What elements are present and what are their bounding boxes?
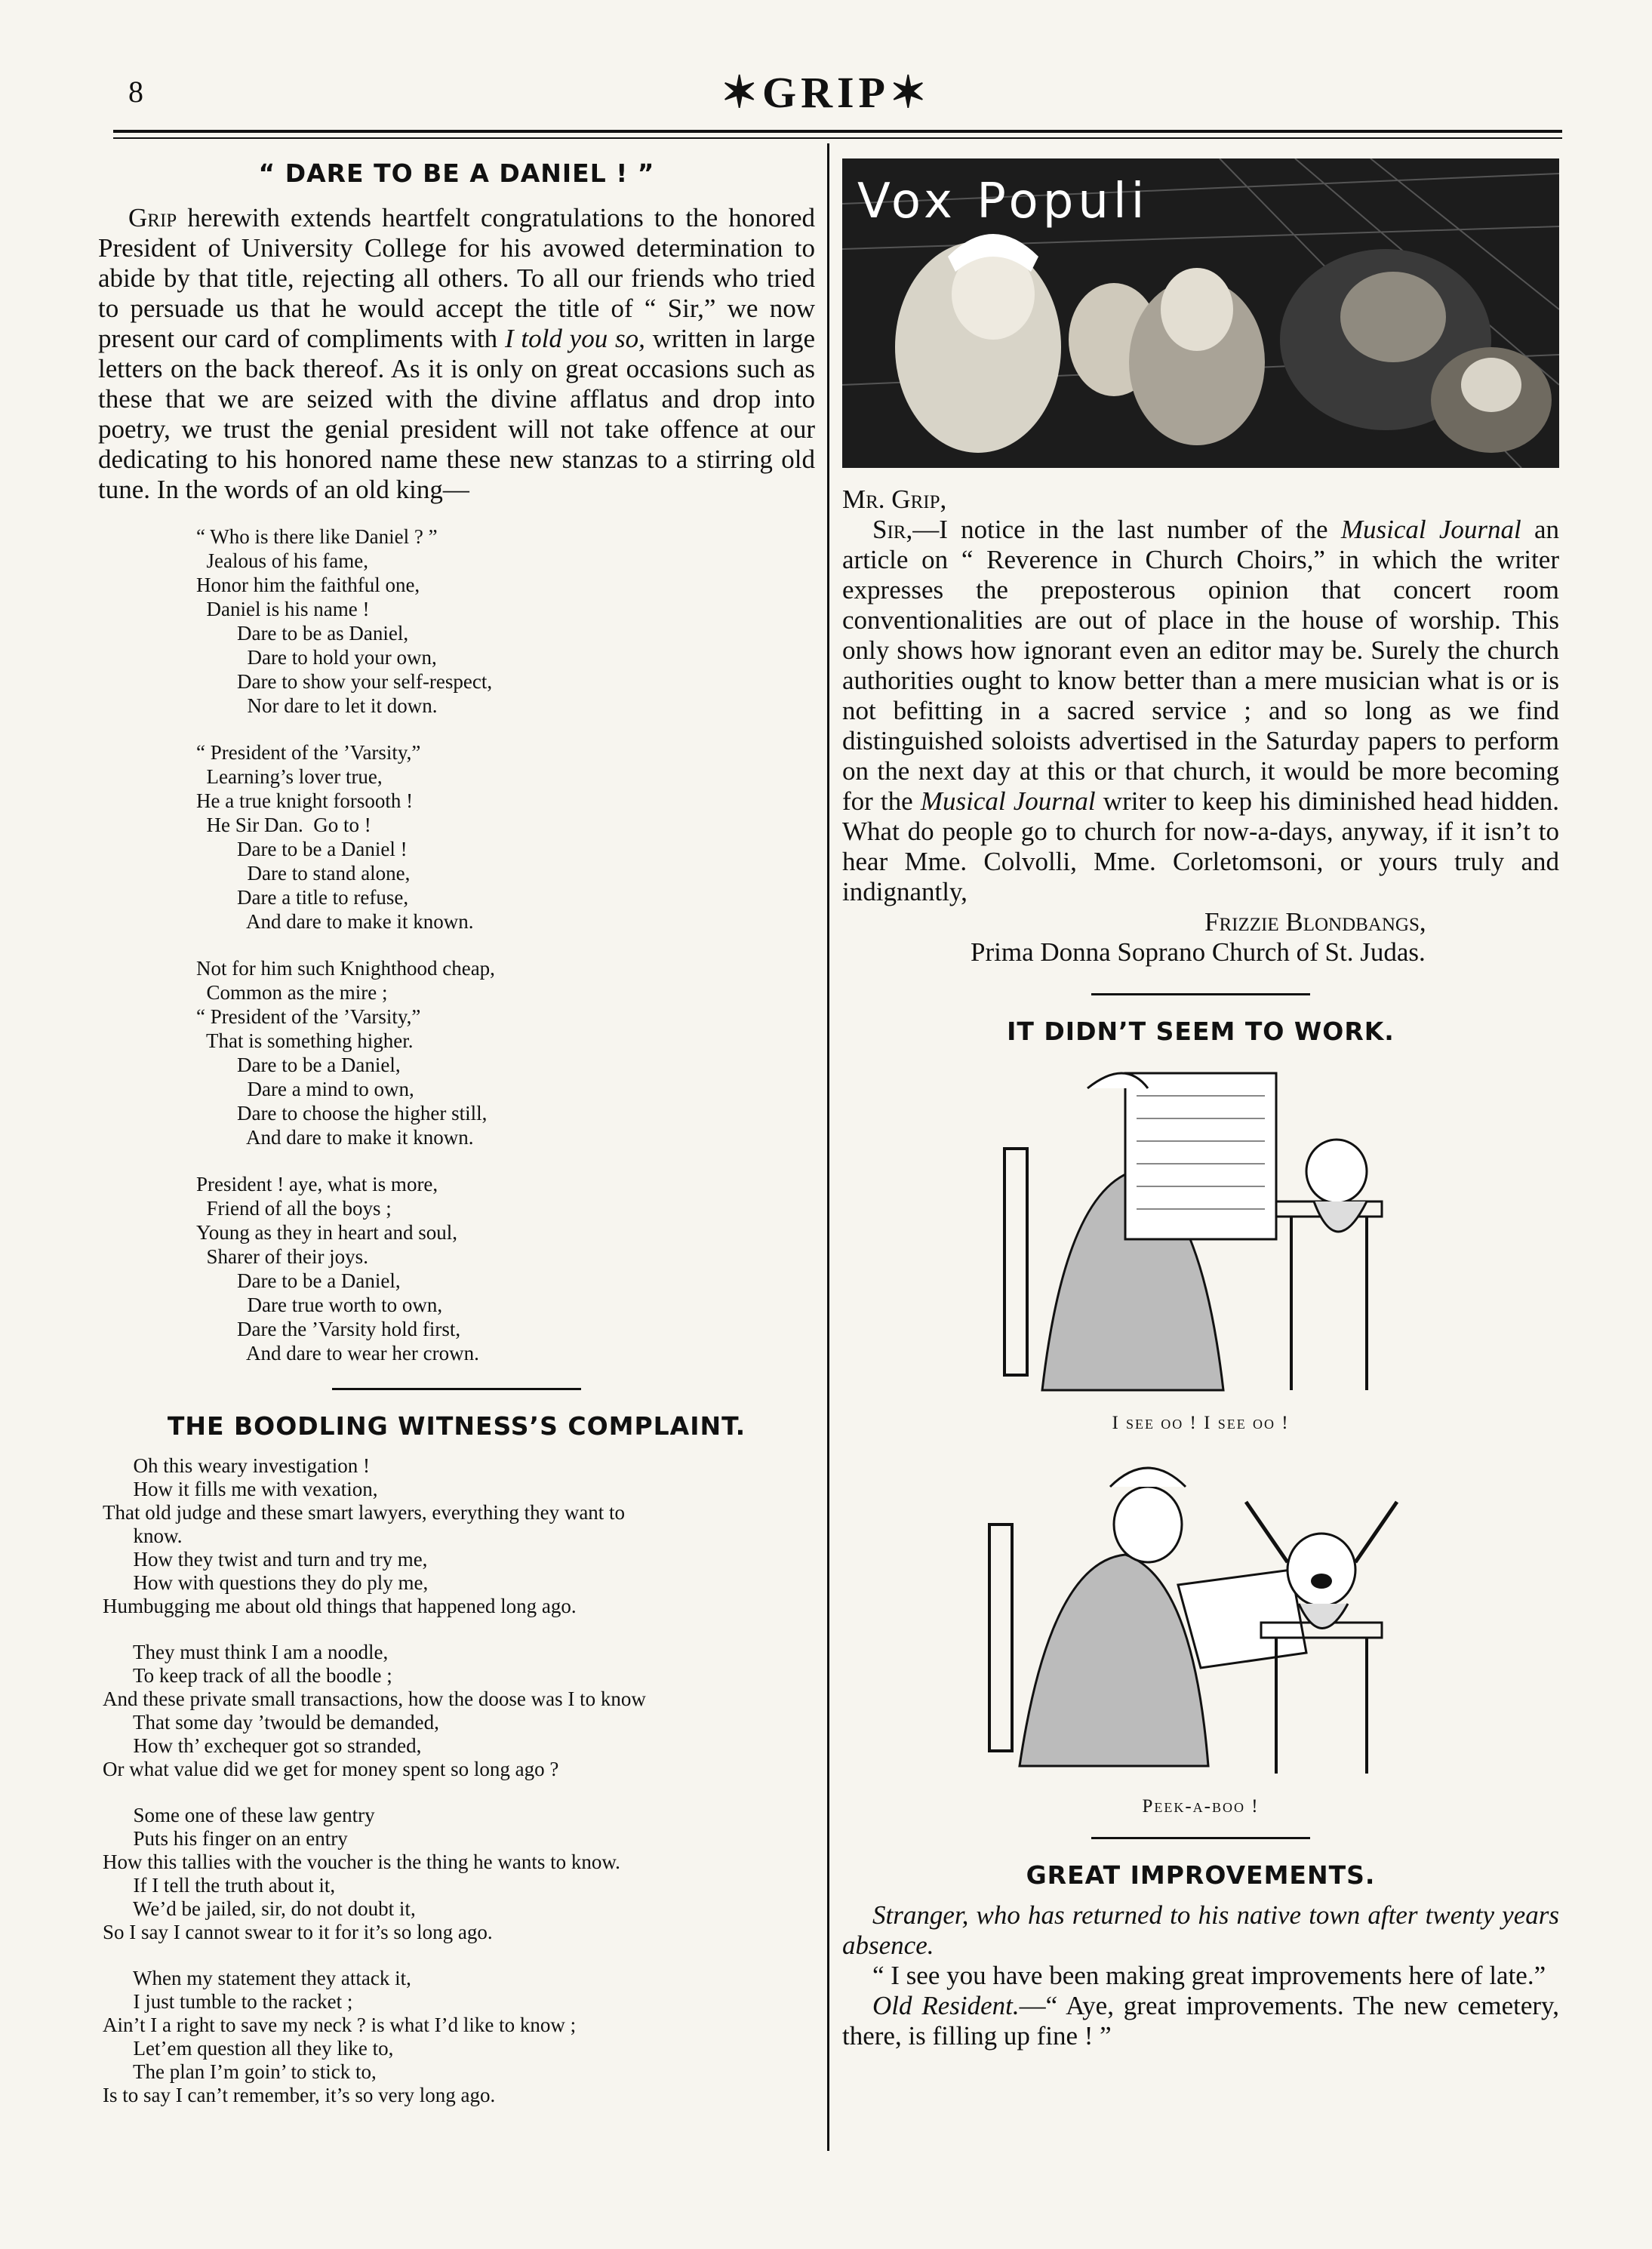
left-column xyxy=(98,158,815,2130)
improvements-line-2: Old Resident.—“ Aye, great improvements. The new cemetery, there, is filling up fine ! ” xyxy=(842,1991,1559,2051)
poem-line: Dare a title to refuse, xyxy=(196,886,409,909)
header-rule-bottom xyxy=(113,137,1562,139)
peekaboo-cartoon-reading xyxy=(974,1058,1427,1405)
poem-line: He a true knight forsooth ! xyxy=(196,789,414,812)
letter-signer: Frizzie Blondbangs, xyxy=(1204,907,1426,937)
poem-line: That some day ’twould be demanded, xyxy=(103,1711,439,1734)
poem-line: Nor dare to let it down. xyxy=(196,694,438,717)
poem-line: How th’ exchequer got so stranded, xyxy=(103,1734,422,1757)
poem-line: Dare to be a Daniel, xyxy=(196,1269,401,1292)
column-divider xyxy=(827,143,829,2151)
poem-line: “ President of the ’Varsity,” xyxy=(196,741,421,764)
poem-line: Dare to choose the higher still, xyxy=(196,1102,488,1124)
poem-stanza xyxy=(103,1804,815,1944)
poem-line: And these private small transactions, how the doose was I to know xyxy=(103,1688,646,1710)
letter-salutation: Mr. Grip, xyxy=(842,485,947,514)
poem-line: Dare the ’Varsity hold first, xyxy=(196,1318,461,1340)
poem-line: Dare to be as Daniel, xyxy=(196,622,409,645)
poem-line: Oh this weary investigation ! xyxy=(103,1454,370,1477)
page-number: 8 xyxy=(128,75,143,109)
poem-line: Ain’t I a right to save my neck ? is what I’d like to know ; xyxy=(103,2014,577,2036)
section-divider xyxy=(332,1388,581,1390)
poem-line: Dare to hold your own, xyxy=(196,646,437,669)
poem-stanza xyxy=(103,1641,815,1781)
poem-line: Dare a mind to own, xyxy=(196,1078,414,1100)
cartoon-caption-2: Peek-a-boo ! xyxy=(1142,1796,1260,1817)
poem-line: “ Who is there like Daniel ? ” xyxy=(196,525,438,548)
section-divider xyxy=(1091,993,1310,995)
letter-signer-title: Prima Donna Soprano Church of St. Judas. xyxy=(971,937,1426,967)
boodling-heading: THE BOODLING WITNESS’S COMPLAINT. xyxy=(167,1411,746,1441)
poem-line: President ! aye, what is more, xyxy=(196,1173,438,1195)
poem-line: Some one of these law gentry xyxy=(103,1804,375,1826)
poem-line: How it fills me with vexation, xyxy=(103,1478,378,1500)
poem-line: Sharer of their joys. xyxy=(196,1245,368,1268)
poem-line: If I tell the truth about it, xyxy=(103,1874,336,1897)
letter-body: Sir,—I notice in the last number of the Musical Journal an article on “ Reverence in Church Choirs,” in which the writer expresses the preposterous opinion that concert room conventionalities are out of place in the house of worship. This only shows how ignorant even an editor may be. Surely the church authorities ought to know better than a mere musician what is or is not befitting in a sacred service ; and so long as we find distinguished soloists advertised in the Saturday papers to perform on the next day at this or that church, it would be more becoming for the Musical Journal writer to keep his diminished head hidden. What do people go to church for now-a-days, anyway, if it isn’t to hear Mme. Colvolli, Mme. Corletomsoni, or yours truly and indignantly, xyxy=(842,515,1559,906)
daniel-heading: “ DARE TO BE A DANIEL ! ” xyxy=(258,158,655,188)
poem-stanza xyxy=(196,740,815,934)
right-column xyxy=(842,158,1559,2051)
poem-line: Puts his finger on an entry xyxy=(103,1827,348,1850)
poem-line: We’d be jailed, sir, do not doubt it, xyxy=(103,1897,416,1920)
poem-line: Dare to stand alone, xyxy=(196,862,411,885)
poem-line: They must think I am a noodle, xyxy=(103,1641,389,1663)
improvements-line-1: “ I see you have been making great improvements here of late.” xyxy=(872,1961,1546,1990)
poem-stanza xyxy=(196,956,815,1149)
poem-line: The plan I’m goin’ to stick to, xyxy=(103,2060,377,2083)
poem-line: And dare to make it known. xyxy=(196,1126,474,1149)
poem-line: Dare to be a Daniel ! xyxy=(196,838,408,860)
header-rule-top xyxy=(113,130,1562,133)
poem-line: He Sir Dan. Go to ! xyxy=(196,814,371,836)
poem-line: How they twist and turn and try me, xyxy=(103,1548,428,1571)
poem-line: And dare to wear her crown. xyxy=(196,1342,479,1364)
poem-line: So I say I cannot swear to it for it’s so long ago. xyxy=(103,1921,493,1943)
boodling-poem xyxy=(103,1454,815,2107)
poem-line: Dare to show your self-respect, xyxy=(196,670,493,693)
poem-line: Humbugging me about old things that happened long ago. xyxy=(103,1595,577,1617)
poem-line: When my statement they attack it, xyxy=(103,1967,411,1989)
daniel-intro: Grip herewith extends heartfelt congratulations to the honored President of University College for his avowed determination to abide by that title, rejecting all others. To all our friends who tried to persuade us that he would accept the title of “ Sir,” we now present our card of compliments with I told you so, written in large letters on the back thereof. As it is only on great occasions such as these that we are seized with the divine afflatus and drop into poetry, we trust the genial president will not take offence at our dedicating to his honored name these new stanzas to a stirring old tune. In the words of an old king— xyxy=(98,203,815,504)
section-divider xyxy=(1091,1837,1310,1839)
poem-line: Or what value did we get for money spent so long ago ? xyxy=(103,1758,559,1780)
poem-line: And dare to make it known. xyxy=(196,910,474,933)
poem-line: That old judge and these smart lawyers, everything they want to xyxy=(103,1501,626,1524)
peekaboo-cartoon-crying xyxy=(974,1441,1427,1789)
poem-line: I just tumble to the racket ; xyxy=(103,1990,353,2013)
poem-line: Honor him the faithful one, xyxy=(196,574,420,596)
poem-line: To keep track of all the boodle ; xyxy=(103,1664,392,1687)
poem-line: Learning’s lover true, xyxy=(196,765,383,788)
poem-line: Is to say I can’t remember, it’s so very long ago. xyxy=(103,2084,496,2106)
masthead-title: ✶GRIP✶ xyxy=(721,68,931,117)
vox-populi-title: Vox Populi xyxy=(857,174,1149,229)
poem-line: Young as they in heart and soul, xyxy=(196,1221,457,1244)
poem-line: Dare to be a Daniel, xyxy=(196,1054,401,1076)
poem-stanza xyxy=(103,1967,815,2107)
poem-line: How this tallies with the voucher is the thing he wants to know. xyxy=(103,1851,620,1873)
poem-stanza xyxy=(196,525,815,718)
poem-line: Common as the mire ; xyxy=(196,981,388,1004)
poem-line: Friend of all the boys ; xyxy=(196,1197,392,1220)
poem-line: Jealous of his fame, xyxy=(196,549,368,572)
poem-stanza xyxy=(103,1454,815,1618)
poem-line: That is something higher. xyxy=(196,1029,414,1052)
improvements-stage-direction: Stranger, who has returned to his native town after twenty years absence. xyxy=(842,1900,1559,1960)
poem-line: Not for him such Knighthood cheap, xyxy=(196,957,495,980)
grip-name: Grip xyxy=(128,203,177,232)
poem-line: Daniel is his name ! xyxy=(196,598,370,620)
didnt-work-heading: IT DIDN’T SEEM TO WORK. xyxy=(1007,1017,1395,1046)
poem-line: How with questions they do ply me, xyxy=(103,1571,429,1594)
cartoon-caption-1: I see oo ! I see oo ! xyxy=(1112,1413,1290,1433)
poem-line: Let’em question all they like to, xyxy=(103,2037,394,2060)
vox-populi-banner xyxy=(842,158,1559,468)
poem-stanza xyxy=(196,1172,815,1365)
poem-line: “ President of the ’Varsity,” xyxy=(196,1005,421,1028)
poem-line: know. xyxy=(103,1524,183,1547)
daniel-poem xyxy=(196,525,815,1365)
improvements-heading: GREAT IMPROVEMENTS. xyxy=(1026,1860,1376,1890)
poem-line: Dare true worth to own, xyxy=(196,1294,443,1316)
